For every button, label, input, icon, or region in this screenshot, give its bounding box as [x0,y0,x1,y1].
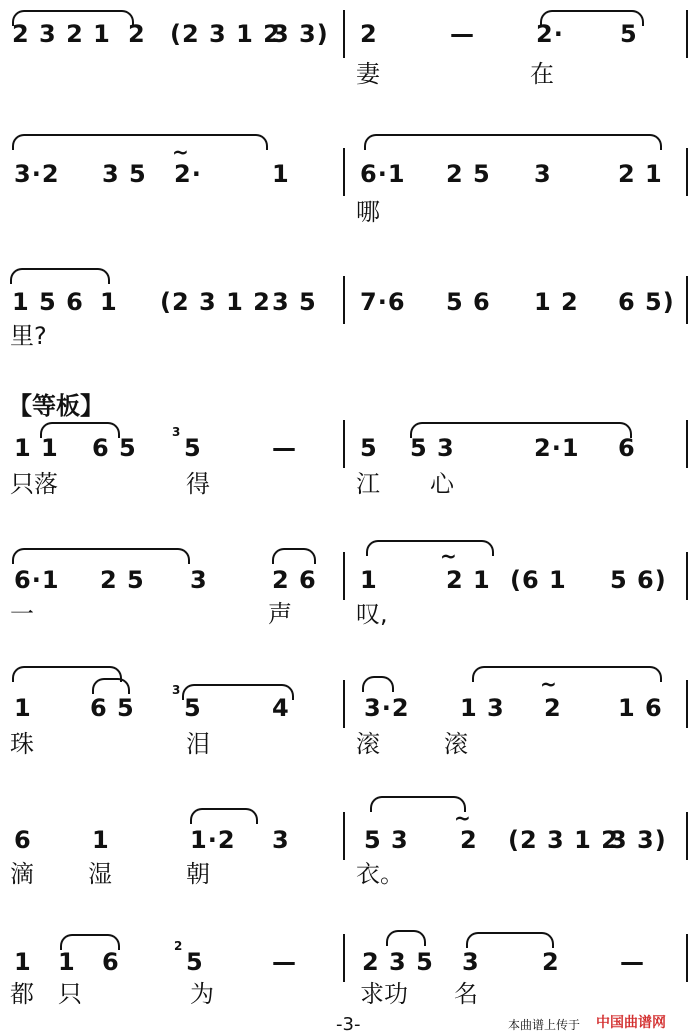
note-group: 3·2 [364,694,410,722]
lyric: 叹, [356,600,388,628]
slur [92,678,130,694]
trill-mark: ~ [454,806,471,830]
note: 3 [272,826,290,854]
note-group: 2 5 [446,160,491,188]
bar-line [686,420,688,468]
lyric: 都 [10,980,34,1008]
bar-line [686,10,688,58]
note: 5 [184,694,202,722]
bar-line [343,552,345,600]
bar-line [343,10,345,58]
note-group: 1 3 [460,694,505,722]
lyric: 衣。 [356,860,404,888]
lyric: 滚 [356,730,380,758]
dash: — [620,948,645,976]
note-group: (6 1 [510,566,567,594]
lyric: 求功 [360,980,408,1008]
note: 1 [58,948,76,976]
lyric: 哪 [356,198,380,226]
lyric: 名 [454,980,478,1008]
footer-brand[interactable]: 中国曲谱网 [596,1015,666,1031]
lyric: 珠 [10,730,34,758]
note-group: 2 6 [272,566,317,594]
footer-text: 本曲谱上传于 [508,1018,581,1032]
bar-line [686,552,688,600]
note-group: 5 3 [364,826,409,854]
note-group: (2 3 1 2 [508,826,619,854]
note: 3 [190,566,208,594]
section-label: 【等板】 [8,392,104,420]
slur [364,134,662,150]
lyric: 声 [268,600,292,628]
note-group: 3 3) [610,826,667,854]
note: 2· [174,160,202,188]
note-group: 1 6 [618,694,663,722]
note: 2 [360,20,378,48]
slur [10,268,110,284]
lyric: 只 [58,980,82,1008]
note-group: 5 3 [410,434,455,462]
note: 2 [542,948,560,976]
note-group: 1 5 6 [12,288,84,316]
trill-mark: ~ [172,140,189,164]
lyric: 湿 [88,860,112,888]
note: 4 [272,694,290,722]
bar-line [686,680,688,728]
lyric: 江 [356,470,380,498]
dash: — [450,20,475,48]
lyric: 滴 [10,860,34,888]
trill-mark: ~ [440,544,457,568]
note-group: 3 5 [272,288,317,316]
note-group: 7·6 [360,288,406,316]
note: 6 [14,826,32,854]
slur [12,10,134,26]
grace-note: 3 [172,683,181,697]
bar-line [686,148,688,196]
dash: — [272,434,297,462]
slur [362,676,394,692]
note-group: 1·2 [190,826,236,854]
bar-line [686,812,688,860]
note: 3 [462,948,480,976]
note-group: 5 6 [446,288,491,316]
note-group: 2 3 5 [362,948,434,976]
note-group: 6·1 [360,160,406,188]
grace-note: 2 [174,939,183,953]
note: 5 [360,434,378,462]
note: 5 [186,948,204,976]
page-number: -3- [336,1014,361,1035]
note: 1 [272,160,290,188]
lyric: 心 [430,470,454,498]
slur [472,666,662,682]
note: 5 [620,20,638,48]
trill-mark: ~ [540,672,557,696]
note-group: (2 3 1 2 [160,288,271,316]
bar-line [343,934,345,982]
bar-line [686,934,688,982]
lyric: 滚 [444,730,468,758]
slur [466,932,554,948]
note: 3 [534,160,552,188]
note-group: 5 6) [610,566,667,594]
bar-line [343,812,345,860]
bar-line [686,276,688,324]
note: 2· [536,20,564,48]
note-group: (2 3 1 2 [170,20,281,48]
lyric: 得 [186,470,210,498]
note-group: 6 5 [90,694,135,722]
note-group: 3·2 [14,160,60,188]
slur [386,930,426,946]
bar-line [343,148,345,196]
slur [540,10,644,26]
note: 1 [100,288,118,316]
lyric: 只落 [10,470,58,498]
slur [190,808,258,824]
lyric: 在 [530,60,554,88]
lyric: 里? [10,322,47,350]
lyric: 泪 [186,730,210,758]
note: 1 [92,826,110,854]
slur [366,540,494,556]
note-group: 3 5 [102,160,147,188]
dash: — [272,948,297,976]
lyric: 妻 [356,60,380,88]
slur [370,796,466,812]
lyric: 一 [10,600,34,628]
note: 2 [128,20,146,48]
note: 1 [14,948,32,976]
note-group: 3 3) [272,20,329,48]
note: 1 [14,694,32,722]
note-group: 6 5) [618,288,675,316]
note-group: 6·1 [14,566,60,594]
note: 6 [618,434,636,462]
slur [12,548,190,564]
note: 2 [544,694,562,722]
lyric: 为 [190,980,214,1008]
slur [272,548,316,564]
note-group: 1 1 [14,434,59,462]
grace-note: 3 [172,425,181,439]
note-group: 1 2 [534,288,579,316]
bar-line [343,420,345,468]
note-group: 2 3 2 1 [12,20,111,48]
note: 1 [360,566,378,594]
bar-line [343,680,345,728]
lyric: 朝 [186,860,210,888]
bar-line [343,276,345,324]
note: 2 [460,826,478,854]
note-group: 2 1 [446,566,491,594]
note-group: 6 5 [92,434,137,462]
note: 5 [184,434,202,462]
note-group: 2 5 [100,566,145,594]
note-group: 2 1 [618,160,663,188]
note: 6 [102,948,120,976]
slur [12,134,268,150]
note-group: 2·1 [534,434,580,462]
